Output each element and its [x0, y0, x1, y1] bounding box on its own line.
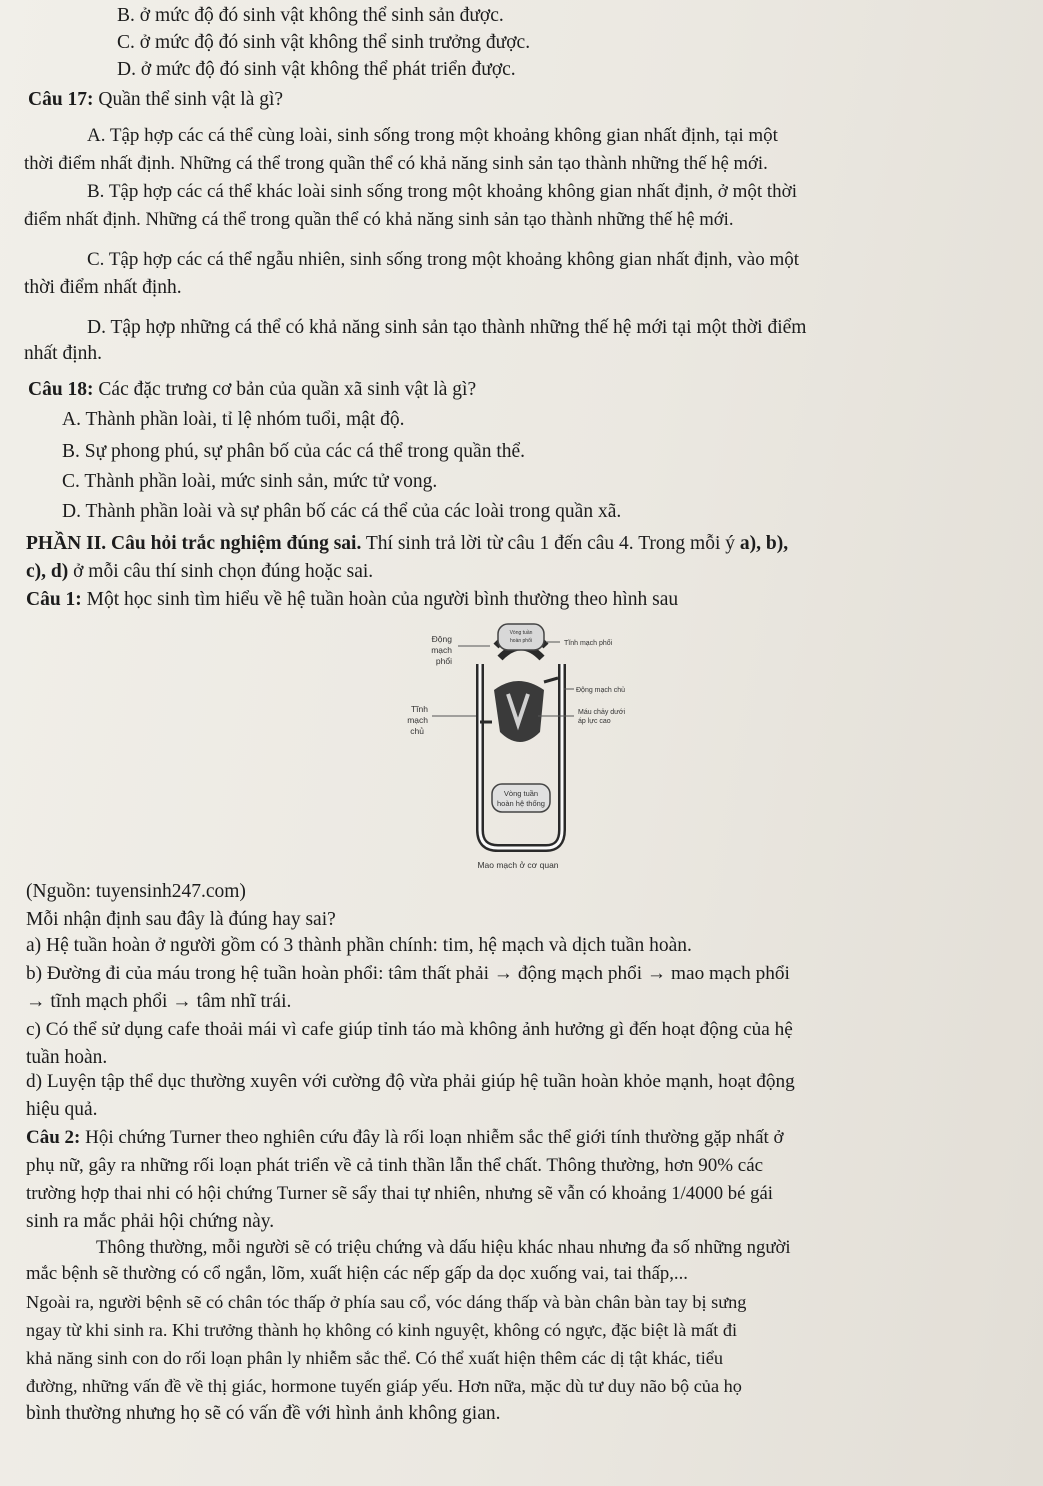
- label-pulmonary-artery-1: Động: [431, 634, 452, 644]
- label-high-pressure-1: Máu chảy dưới: [578, 709, 626, 716]
- c2-paragraph-line3: trường hợp thai nhi có hội chứng Turner sẽ sẩy thai tự nhiên, nhưng sẽ vẫn có khoảng 1/4000 bé gái: [26, 1183, 773, 1204]
- label-pulmonary-circuit-2: hoàn phổi: [510, 638, 532, 644]
- q18-option-d: D. Thành phần loài và sự phân bố các cá thể của các loài trong quần xã.: [62, 501, 622, 522]
- q17-option-a-line2: thời điểm nhất định. Những cá thể trong quần thể có khả năng sinh sản tạo thành những thế hệ mới.: [24, 153, 768, 174]
- c2-paragraph-line7: Ngoài ra, người bệnh sẽ có chân tóc thấp ở phía sau cổ, vóc dáng thấp và bàn chân bàn tay bị sưng: [26, 1292, 747, 1312]
- c1-statement-c-line1: c) Có thể sử dụng cafe thoải mái vì cafe giúp tỉnh táo mà không ảnh hưởng gì đến hoạt động của hệ: [26, 1019, 793, 1040]
- part2-instructions-line2: c), d) ở mỗi câu thí sinh chọn đúng hoặc sai.: [26, 561, 374, 582]
- c1-prompt: Mỗi nhận định sau đây là đúng hay sai?: [26, 909, 336, 930]
- c1-statement-c-line2: tuần hoàn.: [26, 1047, 108, 1068]
- q17-option-c-line1: C. Tập hợp các cá thể ngẫu nhiên, sinh sống trong một khoảng không gian nhất định, vào một: [87, 249, 800, 270]
- q18-number: Câu 18:: [28, 379, 94, 400]
- label-aorta: Động mạch chủ: [576, 687, 626, 694]
- q17-text: Quần thể sinh vật là gì?: [93, 89, 284, 110]
- label-vena-cava-1: Tĩnh: [410, 704, 428, 714]
- c2-paragraph-line11: bình thường nhưng họ sẽ có vấn đề với hình ảnh không gian.: [26, 1403, 501, 1424]
- c2-number: Câu 2:: [26, 1127, 81, 1148]
- c1-question: Câu 1: Một học sinh tìm hiểu về hệ tuần hoàn của người bình thường theo hình sau: [26, 589, 679, 610]
- q16-option-d: D. ở mức độ đó sinh vật không thể phát triển được.: [117, 59, 516, 80]
- q18-text: Các đặc trưng cơ bản của quần xã sinh vật là gì?: [93, 379, 477, 400]
- q17-option-b-line2: điểm nhất định. Những cá thể trong quần thể có khả năng sinh sản tạo thành những thế hệ mới.: [24, 209, 734, 230]
- label-pulmonary-circuit-1: Vòng tuần: [509, 630, 533, 636]
- c1-statement-a: a) Hệ tuần hoàn ở người gồm có 3 thành phần chính: tim, hệ mạch và dịch tuần hoàn.: [26, 935, 692, 956]
- q17-option-a-line1: A. Tập hợp các cá thể cùng loài, sinh sống trong một khoảng không gian nhất định, tại một: [87, 125, 778, 146]
- q17-option-b-line1: B. Tập hợp các cá thể khác loài sinh sống trong một khoảng không gian nhất định, ở một thời: [87, 181, 797, 202]
- heart: [494, 681, 544, 742]
- label-pulmonary-artery-3: phổi: [435, 656, 452, 666]
- source-note: (Nguồn: tuyensinh247.com): [26, 881, 246, 902]
- q18-option-b: B. Sự phong phú, sự phân bố của các cá thể trong quần thể.: [62, 441, 526, 462]
- c2-paragraph-line10: đường, những vấn đề về thị giác, hormone tuyến giáp yếu. Hơn nữa, mặc dù tư duy não bộ của họ: [26, 1376, 742, 1396]
- c1-statement-d-line1: d) Luyện tập thể dục thường xuyên với cường độ vừa phải giúp hệ tuần hoàn khỏe mạnh, hoạt động: [26, 1071, 795, 1092]
- label-pulmonary-artery-2: mạch: [431, 645, 452, 655]
- q17-number: Câu 17:: [28, 89, 94, 110]
- c1-statement-d-line2: hiệu quả.: [26, 1099, 98, 1120]
- label-vena-cava-2: mạch: [407, 715, 428, 725]
- q17-option-d-line2: nhất định.: [24, 343, 102, 364]
- q17-question: [28, 88, 283, 112]
- q17-option-d-line1: D. Tập hợp những cá thể có khả năng sinh sản tạo thành những thế hệ mới tại một thời điểm: [87, 317, 807, 338]
- q16-option-b: B. ở mức độ đó sinh vật không thể sinh sản được.: [117, 5, 504, 26]
- label-systemic-circuit-1: Vòng tuần: [503, 789, 539, 798]
- q16-option-c: C. ở mức độ đó sinh vật không thể sinh trưởng được.: [117, 32, 531, 53]
- label-organ-capillaries: Mao mạch ở cơ quan: [477, 860, 559, 870]
- q17-option-c-line2: thời điểm nhất định.: [24, 277, 182, 298]
- label-high-pressure-2: áp lực cao: [578, 718, 611, 725]
- circulatory-system-diagram: [368, 612, 668, 874]
- label-systemic-circuit-2: hoàn hệ thống: [497, 799, 545, 808]
- label-pulmonary-vein: Tĩnh mạch phổi: [564, 640, 613, 647]
- q18-option-a: A. Thành phần loài, tỉ lệ nhóm tuổi, mật độ.: [62, 409, 405, 430]
- c2-paragraph-line9: khả năng sinh con do rối loạn phân ly nhiễm sắc thể. Có thể xuất hiện thêm các dị tật khác, tiểu: [26, 1348, 724, 1368]
- c2-paragraph-line4: sinh ra mắc phải hội chứng này.: [26, 1211, 275, 1232]
- part2-title: PHẦN II. Câu hỏi trắc nghiệm đúng sai.: [26, 533, 362, 554]
- c2-paragraph-line2: phụ nữ, gây ra những rối loạn phát triển về cả tinh thần lẫn thể chất. Thông thường, hơn 90% các: [26, 1155, 764, 1176]
- q18-question: [28, 378, 476, 402]
- c2-paragraph-line6: mắc bệnh sẽ thường có cổ ngắn, lõm, xuất hiện các nếp gấp da dọc xuống vai, tai thấp,...: [26, 1263, 688, 1284]
- part2-instructions-line1: PHẦN II. Câu hỏi trắc nghiệm đúng sai. Thí sinh trả lời từ câu 1 đến câu 4. Trong mỗi ý a), b),: [26, 533, 789, 554]
- lung-capillaries: [498, 624, 544, 650]
- c2-paragraph-line8: ngay từ khi sinh ra. Khi trưởng thành họ không có kinh nguyệt, không có ngực, đặc biệt là mất đi: [26, 1320, 738, 1340]
- c1-number: Câu 1:: [26, 589, 82, 610]
- c1-statement-b-line1: b) Đường đi của máu trong hệ tuần hoàn phổi: tâm thất phải → động mạch phổi → mao mạch phổi: [26, 963, 790, 984]
- c1-statement-b-line2: → tĩnh mạch phổi → tâm nhĩ trái.: [26, 991, 292, 1012]
- c2-paragraph-line1: Câu 2: Hội chứng Turner theo nghiên cứu đây là rối loạn nhiễm sắc thể giới tính thường gặp nhất ở: [26, 1127, 784, 1148]
- label-vena-cava-3: chủ: [410, 726, 424, 736]
- c2-paragraph-line5: Thông thường, mỗi người sẽ có triệu chứng và dấu hiệu khác nhau nhưng đa số những người: [96, 1237, 791, 1258]
- q18-option-c: C. Thành phần loài, mức sinh sản, mức tử vong.: [62, 471, 438, 492]
